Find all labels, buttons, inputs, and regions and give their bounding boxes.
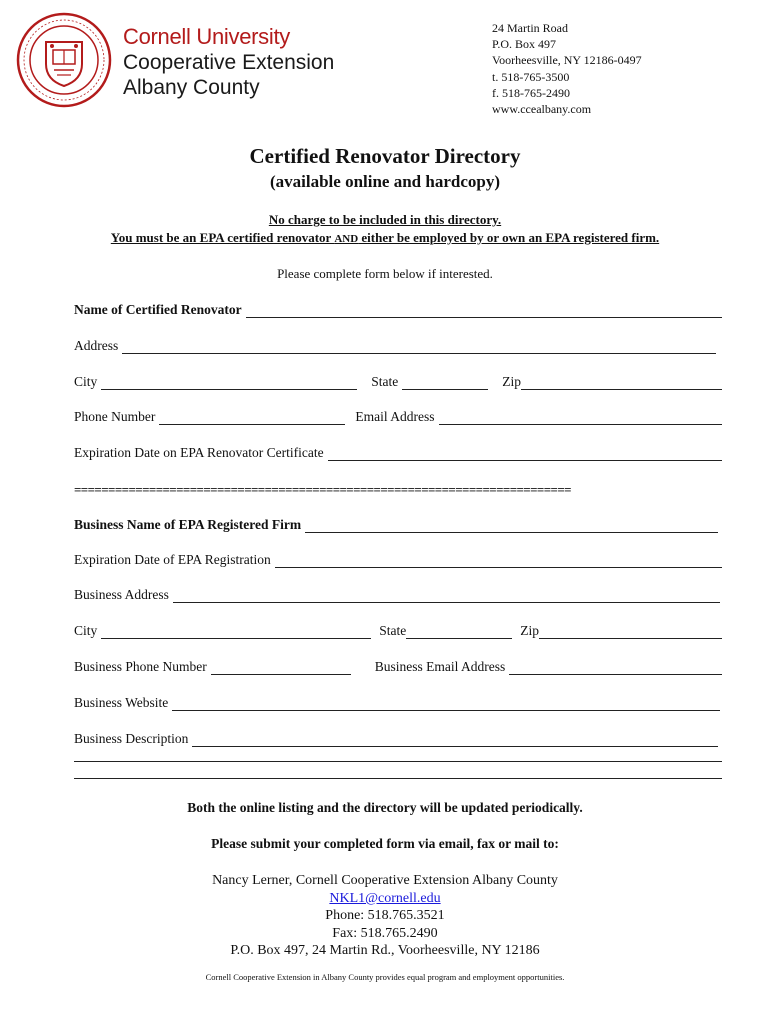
business-city-row [74,621,722,639]
phone-field[interactable] [159,410,345,425]
extension-name: Cooperative Extension [123,51,335,74]
eligibility-text: You must be an EPA certified renovator [110,230,335,245]
contact-mailing-address: P.O. Box 497, 24 Martin Rd., Voorheesville, NY 12186 [230,943,540,959]
renovator-name-field[interactable] [246,303,722,318]
office-address [492,20,642,117]
renovator-name-label: Name of Certified Renovator [74,302,242,317]
renovator-name-row [74,300,722,318]
business-name-field[interactable] [305,518,718,533]
business-website-field[interactable] [172,696,720,711]
eligibility-text-end: either be employed by or own an EPA registered firm. [358,230,660,245]
business-email-field[interactable] [509,660,722,675]
contact-phone: Phone: 518.765.3521 [325,908,445,924]
eligibility-and: AND [334,233,359,245]
business-email-label: Business Email Address [374,659,506,674]
business-description-line-3[interactable] [74,778,722,779]
email-field[interactable] [439,410,723,425]
contact-fax: Fax: 518.765.2490 [332,925,438,941]
phone-label: Phone Number [74,409,156,424]
renovator-expiration-row [74,443,722,461]
business-state-label: State [379,623,407,638]
brand-wordmark [123,24,334,100]
renovator-city-row [74,372,722,390]
address-line: www.ccealbany.com [492,102,592,117]
submit-instructions: Please submit your completed form via email, fax or mail to: [211,836,559,851]
business-phone-row [74,657,722,675]
business-city-label: City [74,623,98,638]
certificate-expiration-field[interactable] [328,446,722,461]
business-address-label: Business Address [74,587,169,602]
business-zip-field[interactable] [539,624,722,639]
business-description-field[interactable] [192,732,718,747]
page-subtitle: (available online and hardcopy) [269,172,500,191]
business-name-row [74,515,722,533]
address-line: t. 518-765-3500 [492,69,570,84]
business-description-label: Business Description [74,731,189,746]
address-line: 24 Martin Road [492,21,568,35]
business-description-row [74,729,722,747]
address-line: Voorheesville, NY 12186-0497 [492,53,642,68]
contact-email-link[interactable]: NKL1@cornell.edu [329,890,441,906]
address-field[interactable] [122,339,716,354]
business-phone-field[interactable] [211,660,351,675]
no-charge-notice: No charge to be included in this directory. [268,212,502,227]
business-address-field[interactable] [173,588,720,603]
university-name: Cornell University [123,24,290,49]
equal-opportunity-statement: Cornell Cooperative Extension in Albany County provides equal program and employment opportunities. [205,972,565,982]
certificate-expiration-label: Expiration Date on EPA Renovator Certificate [74,445,324,460]
business-phone-label: Business Phone Number [74,659,207,674]
address-label: Address [74,338,119,353]
instruction-text: Please complete form below if interested. [277,266,493,281]
address-line: f. 518-765-2490 [492,85,570,100]
business-address-row [74,585,722,603]
registration-expiration-field[interactable] [275,553,722,568]
eligibility-notice [0,230,770,246]
city-field[interactable] [101,375,357,390]
business-state-field[interactable] [406,624,512,639]
zip-label: Zip [502,374,522,389]
page-title: Certified Renovator Directory [249,144,521,168]
renovator-phone-row [74,407,722,425]
business-city-field[interactable] [101,624,371,639]
business-description-line-2[interactable] [74,761,722,762]
contact-block [0,872,770,960]
zip-field[interactable] [521,375,722,390]
update-note: Both the online listing and the directory will be updated periodically. [187,800,583,815]
registration-expiration-label: Expiration Date of EPA Registration [74,552,271,567]
address-line: P.O. Box 497 [492,37,557,52]
city-label: City [74,374,98,389]
business-zip-label: Zip [520,623,540,638]
section-divider: ========================================================================= [74,482,571,497]
business-name-label: Business Name of EPA Registered Firm [74,517,302,532]
contact-name: Nancy Lerner, Cornell Cooperative Extension Albany County [212,873,558,888]
county-name: Albany County [123,76,260,99]
business-website-label: Business Website [74,695,169,710]
business-expiration-row [74,550,722,568]
cornell-seal-icon [16,12,112,108]
renovator-address-row [74,336,722,354]
email-label: Email Address [355,409,435,424]
business-website-row [74,693,722,711]
state-label: State [371,374,399,389]
state-field[interactable] [402,375,488,390]
